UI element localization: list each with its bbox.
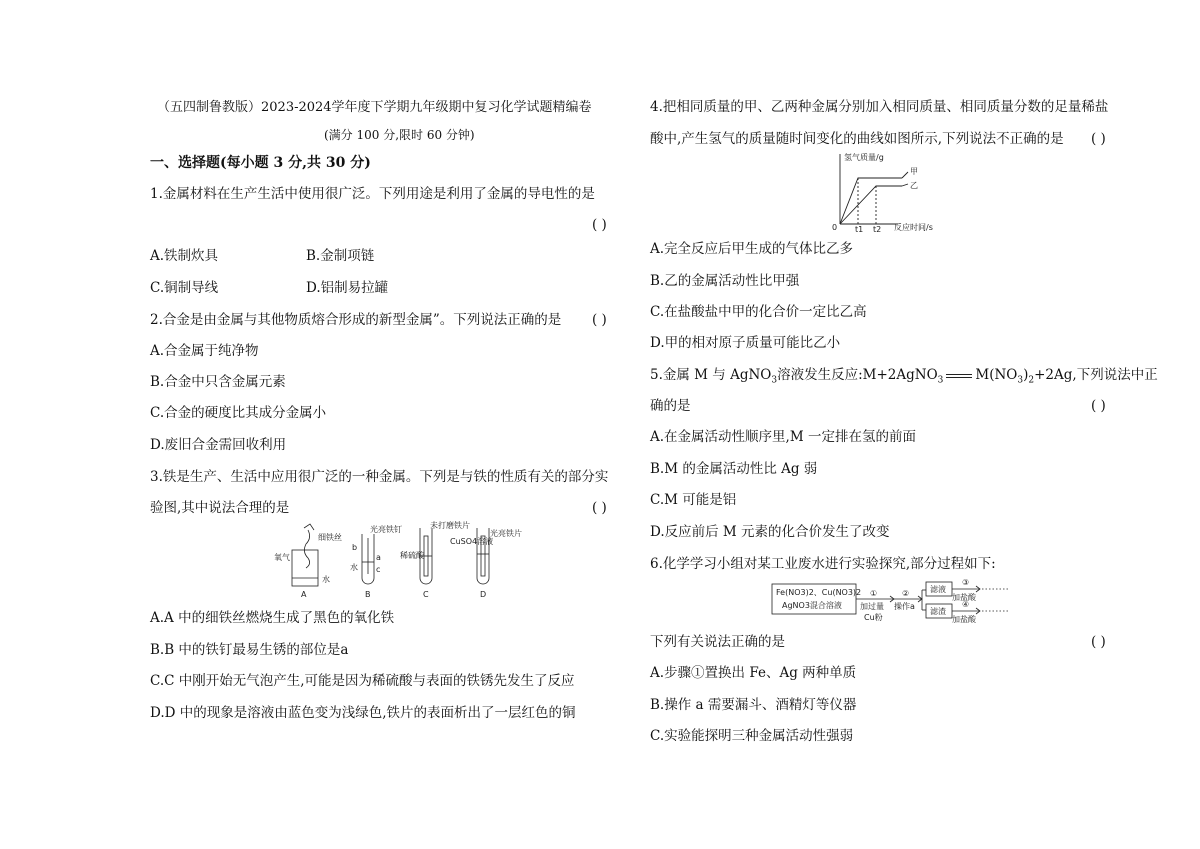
q1-stem: 1.金属材料在生产生活中使用很广泛。下列用途是利用了金属的导电性的是 (150, 186, 595, 202)
q4-hydrogen-graph (830, 150, 945, 232)
graph-series-jia: 甲 (910, 167, 918, 176)
q3-stem-line1: 3.铁是生产、生活中应用很广泛的一种金属。下列是与铁的性质有关的部分实 (150, 469, 609, 485)
q6-stem: 6.化学学习小组对某工业废水进行实验探究,部分过程如下: (650, 556, 996, 572)
q5-option-c: C.M 可能是铝 (650, 492, 737, 508)
flow-box-line2: AgNO3混合溶液 (782, 601, 842, 610)
flow-step3: ③ (962, 578, 970, 587)
fig-b-label-c: c (376, 565, 381, 574)
flow-residue: 滤渣 (930, 607, 946, 616)
flow-step2: ② (902, 589, 910, 598)
flow-step4: ④ (962, 600, 970, 609)
q5-stem-part: +2Ag,下列说法中正 (1034, 367, 1158, 383)
q6-option-b: B.操作 a 需要漏斗、酒精灯等仪器 (650, 697, 857, 713)
graph-series-yi: 乙 (910, 181, 918, 190)
graph-origin: 0 (832, 223, 838, 232)
q4-option-c: C.在盐酸盐中甲的化合价一定比乙高 (650, 304, 867, 320)
q5-stem-part: 溶液发生反应:M+2AgNO (777, 367, 938, 383)
q5-option-d: D.反应前后 M 元素的化合价发生了改变 (650, 524, 890, 540)
q4-option-b: B.乙的金属活动性比甲强 (650, 273, 800, 289)
q2-stem: 2.合金是由金属与其他物质熔合形成的新型金属”。下列说法正确的是 (150, 312, 562, 328)
figure-a-gas-jar (292, 524, 318, 586)
q1-answer-paren: ( ) (592, 217, 607, 233)
q5-stem-line2: 确的是 (650, 398, 691, 414)
q3-option-c: C.C 中刚开始无气泡产生,可能是因为稀硫酸与表面的铁锈先发生了反应 (150, 673, 575, 689)
flow-step1-action: 加过量 (860, 602, 884, 611)
flow-hcl2: 加盐酸 (952, 615, 976, 624)
q6-stem-line2: 下列有关说法正确的是 (650, 634, 785, 650)
q2-option-a: A.合金属于纯净物 (150, 343, 259, 359)
graph-t1: t1 (855, 225, 864, 234)
q3-option-d: D.D 中的现象是溶液由蓝色变为浅绿色,铁片的表面析出了一层红色的铜 (150, 705, 576, 721)
q5-stem-sub: 3 (1017, 375, 1024, 386)
fig-c-label-acid: 稀硫酸 (400, 551, 424, 560)
q3-answer-paren: ( ) (592, 500, 607, 516)
q5-stem-part: M(NO (975, 367, 1018, 383)
fig-c-label-iron: 未打磨铁片 (430, 521, 470, 530)
graph-t2: t2 (873, 225, 882, 234)
q2-option-d: D.废旧合金需回收利用 (150, 437, 287, 453)
fig-caption-b: B (365, 590, 371, 599)
graph-ylabel: 氢气质量/g (844, 153, 884, 162)
q4-stem-line2: 酸中,产生氢气的质量随时间变化的曲线如图所示,下列说法不正确的是 (650, 131, 1064, 147)
fig-b-label-water: 水 (350, 563, 358, 572)
fig-caption-c: C (423, 590, 429, 599)
flow-hcl1: 加盐酸 (952, 593, 976, 602)
q4-option-a: A.完全反应后甲生成的气体比乙多 (650, 241, 854, 257)
page-title: （五四制鲁教版）2023-2024学年度下学期九年级期中复习化学试题精编卷 (157, 100, 592, 115)
q2-option-c: C.合金的硬度比其成分金属小 (150, 405, 327, 421)
q3-experiment-figure (270, 521, 522, 600)
fig-caption-a: A (301, 590, 307, 599)
q6-flow-diagram (770, 576, 1015, 628)
q5-equals-sign (946, 374, 972, 378)
fig-d-label-iron: 光亮铁片 (490, 529, 522, 538)
flow-step1: ① (870, 589, 878, 598)
q2-option-b: B.合金中只含金属元素 (150, 374, 286, 390)
q5-stem-sub: 2 (1028, 375, 1035, 386)
q4-option-d: D.甲的相对原子质量可能比乙小 (650, 335, 841, 351)
q5-stem-part: 5.金属 M 与 AgNO (650, 367, 772, 383)
q5-answer-paren: ( ) (1091, 398, 1106, 414)
q5-stem-sub: 3 (771, 375, 778, 386)
flow-step2-action: 操作a (894, 602, 915, 611)
q6-option-a: A.步骤①置换出 Fe、Ag 两种单质 (650, 665, 857, 681)
q4-answer-paren: ( ) (1091, 131, 1106, 147)
q1-option-a: A.铁制炊具 (150, 248, 219, 264)
q5-option-b: B.M 的金属活动性比 Ag 弱 (650, 461, 818, 477)
fig-a-label-water: 水 (322, 575, 330, 584)
q1-option-c: C.铜制导线 (150, 280, 219, 296)
q2-answer-paren: ( ) (592, 312, 607, 328)
q1-option-d: D.铝制易拉罐 (306, 280, 389, 296)
graph-xlabel: 反应时间/s (894, 223, 933, 232)
fig-caption-d: D (480, 590, 487, 599)
fig-b-label-nail: 光亮铁钉 (370, 525, 402, 534)
q6-option-c: C.实验能探明三种金属活动性强弱 (650, 728, 854, 744)
q4-stem-line1: 4.把相同质量的甲、乙两种金属分别加入相同质量、相同质量分数的足量稀盐 (650, 99, 1109, 115)
page-subtitle: (满分 100 分,限时 60 分钟) (324, 128, 475, 142)
q5-stem-part: ) (1023, 367, 1029, 383)
q5-stem-sub: 3 (937, 375, 944, 386)
q3-stem-line2: 验图,其中说法合理的是 (150, 500, 290, 516)
q5-stem-line1 (650, 367, 1158, 389)
section-heading: 一、选择题(每小题 3 分,共 30 分) (150, 155, 371, 171)
figure-b-test-tube (362, 534, 374, 584)
fig-a-label-oxygen: 氧气 (274, 553, 290, 562)
q1-option-b: B.金制项链 (306, 248, 375, 264)
fig-a-label-wire: 细铁丝 (318, 533, 342, 542)
q5-option-a: A.在金属活动性顺序里,M 一定排在氢的前面 (650, 429, 916, 445)
flow-box-line1: Fe(NO3)2、Cu(NO3)2 (776, 588, 862, 597)
q6-answer-paren: ( ) (1091, 634, 1106, 650)
fig-b-label-b: b (352, 543, 358, 552)
flow-filtrate: 滤液 (930, 585, 946, 594)
flow-step1-reagent: Cu粉 (864, 613, 883, 622)
q3-option-a: A.A 中的细铁丝燃烧生成了黑色的氧化铁 (150, 610, 395, 626)
q3-option-b: B.B 中的铁钉最易生锈的部位是a (150, 642, 349, 658)
fig-d-label-cuso4: CuSO4溶液 (450, 537, 494, 546)
fig-b-label-a: a (376, 553, 381, 562)
